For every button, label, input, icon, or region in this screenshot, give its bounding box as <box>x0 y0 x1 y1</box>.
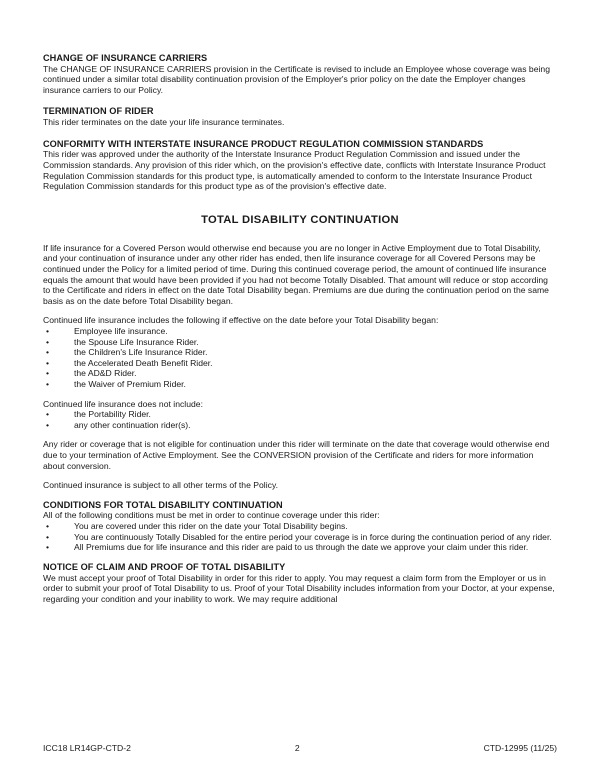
list-included-coverages <box>43 326 557 390</box>
heading-conformity-with-interstate-standards: CONFORMITY WITH INTERSTATE INSURANCE PRODUCT REGULATION COMMISSION STANDARDS <box>43 138 484 149</box>
paragraph-excludes-lead: Continued life insurance does not include: <box>43 398 203 409</box>
list-item-label: You are covered under this rider on the date your Total Disability begins. <box>74 521 348 532</box>
footer-form-number: ICC18 LR14GP-CTD-2 <box>43 743 131 753</box>
list-item-label: the Waiver of Premium Rider. <box>74 378 186 389</box>
bullet-icon: • <box>46 521 50 532</box>
list-item <box>43 347 557 358</box>
list-item <box>43 368 557 379</box>
paragraph-conditions-lead: All of the following conditions must be met in order to continue coverage under this rider: <box>43 510 380 521</box>
bullet-icon: • <box>46 409 50 420</box>
bullet-icon: • <box>46 357 50 368</box>
spacer <box>43 491 557 500</box>
spacer <box>43 306 557 315</box>
list-item <box>43 521 557 532</box>
document-content <box>43 53 557 604</box>
list-item <box>43 337 557 348</box>
list-item <box>43 532 557 543</box>
bullet-icon: • <box>46 368 50 379</box>
paragraph-total-disability-intro: If life insurance for a Covered Person would otherwise end because you are no longer in Active Employment due to Total Disability, and your continuation of insurance under any other rider has ended, then life insurance coverage for all Covered Persons may be continued under the Policy for a limited period of time. During this continued coverage period, the amount of continued life insurance equals the amount that would have been provided if you had not become Totally Disabled. That amount will reduce or stop according to the Certificate and riders in effect on the date Total Disability began. Premiums are due during the continuation period on the same basis as on the date before Total Disability began. <box>43 242 549 306</box>
list-item <box>43 379 557 390</box>
heading-termination-of-rider: TERMINATION OF RIDER <box>43 106 154 117</box>
list-item-label: You are continuously Totally Disabled for the entire period your coverage is in force during the continuation period of any rider. <box>74 531 552 542</box>
paragraph-change-of-insurance-carriers: The CHANGE OF INSURANCE CARRIERS provision in the Certificate is revised to include an Employee whose coverage was being continued under a similar total disability continuation provision of the Employer's prior policy on the date the Employer changes insurance carriers to our Policy. <box>43 63 551 95</box>
paragraph-includes-lead: Continued life insurance includes the following if effective on the date before your Total Disability began: <box>43 315 439 326</box>
list-item-label: Employee life insurance. <box>74 326 168 337</box>
list-item-label: All Premiums due for life insurance and this rider are paid to us through the date we approve your claim under this rider. <box>74 542 529 553</box>
list-item <box>43 409 557 420</box>
list-item-label: the Spouse Life Insurance Rider. <box>74 336 199 347</box>
spacer <box>43 430 557 439</box>
spacer <box>43 471 557 480</box>
spacer <box>43 553 557 562</box>
page-footer <box>43 743 557 754</box>
list-item-label: the Portability Rider. <box>74 409 151 420</box>
footer-form-code: CTD-12995 (11/25) <box>483 743 557 753</box>
spacer <box>43 192 557 214</box>
bullet-icon: • <box>46 531 50 542</box>
paragraph-conversion: Any rider or coverage that is not eligible for continuation under this rider will terminate on the date that coverage would otherwise end due to your termination of Active Employment. See the CONVERSION provision of the Certificate and riders for more information about conversion. <box>43 439 550 471</box>
footer-page-number: 2 <box>294 743 300 753</box>
list-item <box>43 358 557 369</box>
bullet-icon: • <box>46 378 50 389</box>
list-excluded-coverages <box>43 409 557 430</box>
spacer <box>43 227 557 243</box>
list-item <box>43 420 557 431</box>
list-item <box>43 542 557 553</box>
list-conditions <box>43 521 557 553</box>
spacer <box>43 390 557 399</box>
heading-change-of-insurance-carriers: CHANGE OF INSURANCE CARRIERS <box>43 53 208 63</box>
bullet-icon: • <box>46 347 50 358</box>
paragraph-conformity-with-interstate-standards: This rider was approved under the authority of the Interstate Insurance Product Regulation Commission and issued under the Commission standards. Any provision of this rider which, on the provision's effective date, conflicts with Interstate Insurance Product Regulation Commission standards for this product type, is automatically amended to conform to the Interstate Insurance Product Regulation Commission standards for this product type as of the provision's effective date. <box>43 149 546 192</box>
paragraph-termination-of-rider: This rider terminates on the date your life insurance terminates. <box>43 117 285 128</box>
list-item-label: the Children's Life Insurance Rider. <box>74 347 208 358</box>
heading-notice-of-claim-and-proof: NOTICE OF CLAIM AND PROOF OF TOTAL DISABILITY <box>43 561 286 572</box>
bullet-icon: • <box>46 419 50 430</box>
list-item-label: the AD&D Rider. <box>74 368 137 379</box>
list-item-label: the Accelerated Death Benefit Rider. <box>74 357 213 368</box>
page-title: TOTAL DISABILITY CONTINUATION <box>201 213 399 226</box>
bullet-icon: • <box>46 326 50 337</box>
bullet-icon: • <box>46 336 50 347</box>
list-item <box>43 326 557 337</box>
list-item-label: any other continuation rider(s). <box>74 419 191 430</box>
paragraph-notice-of-claim-and-proof: We must accept your proof of Total Disability in order for this rider to apply. You may request a claim form from the Employer or us in order to submit your proof of Total Disability to us. Proof of your Total Disability includes information from your Doctor, at your expense, regarding your condition and your inability to work. We may require additional <box>43 572 555 604</box>
heading-conditions-for-total-disability-continuation: CONDITIONS FOR TOTAL DISABILITY CONTINUATION <box>43 499 283 510</box>
spacer <box>43 128 557 139</box>
spacer <box>43 95 557 106</box>
paragraph-subject-to-terms: Continued insurance is subject to all other terms of the Policy. <box>43 480 279 491</box>
bullet-icon: • <box>46 542 50 553</box>
